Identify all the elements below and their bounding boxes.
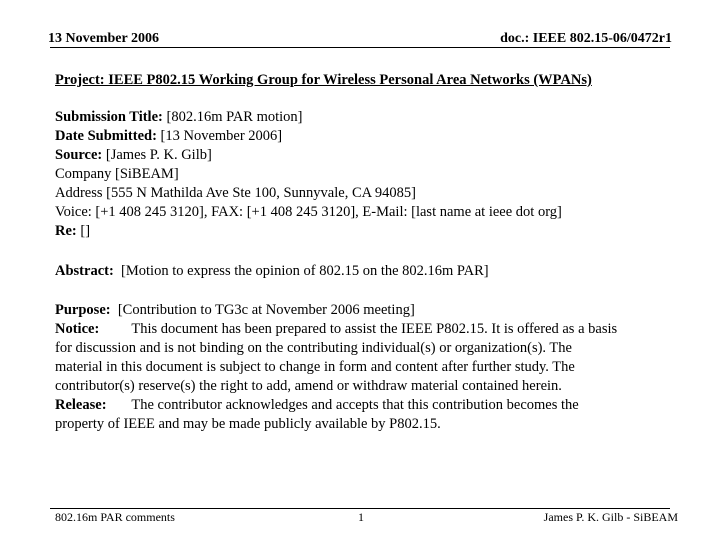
header-doc-id: doc.: IEEE 802.15-06/0472r1 [500,31,672,46]
project-title: Project: IEEE P802.15 Working Group for Wireless Personal Area Networks (WPANs) [55,72,592,88]
footer-right: James P. K. Gilb - SiBEAM [543,510,678,524]
abstract-label: Abstract: [55,263,114,279]
submission-title-label: Submission Title: [55,109,163,125]
notice-line-3: material in this document is subject to change in form and content after further study. The [55,359,575,375]
footer-page-number: 1 [358,510,364,524]
submission-title-line [55,108,675,127]
notice-line-1 [55,320,675,339]
source-line [55,146,675,165]
header-rule [50,47,670,48]
abstract-line [55,262,675,281]
notice-line-2: for discussion and is not binding on the contributing individual(s) or organization(s). The [55,340,572,356]
footer-rule [50,508,670,509]
release-line-1 [55,396,675,415]
notice-line-4: contributor(s) reserve(s) the right to add, amend or withdraw material contained herein. [55,378,562,394]
submission-title-value: [802.16m PAR motion] [166,109,303,125]
header-date: 13 November 2006 [48,31,159,46]
source-value: [James P. K. Gilb] [105,147,212,163]
date-submitted-line [55,127,675,146]
source-label: Source: [55,147,103,163]
date-submitted-label: Date Submitted: [55,128,157,144]
release-line-2: property of IEEE and may be made publicly available by P802.15. [55,416,441,432]
submission-fields [55,108,675,241]
re-label: Re: [55,223,77,239]
re-value: [] [80,223,91,239]
notice-text-1: This document has been prepared to assist the IEEE P802.15. It is offered as a basis [131,321,618,337]
voice-line: Voice: [+1 408 245 3120], FAX: [+1 408 245 3120], E-Mail: [last name at ieee dot org] [55,204,562,220]
date-submitted-value: [13 November 2006] [160,128,283,144]
release-text-1: The contributor acknowledges and accepts that this contribution becomes the [131,397,579,413]
footer-left: 802.16m PAR comments [55,510,175,524]
purpose-line [55,301,675,320]
notice-label: Notice: [55,321,100,337]
notice-block [55,301,675,434]
release-label: Release: [55,397,107,413]
address-line: Address [555 N Mathilda Ave Ste 100, Sunnyvale, CA 94085] [55,185,416,201]
purpose-label: Purpose: [55,302,111,318]
abstract-value: [Motion to express the opinion of 802.15 on the 802.16m PAR] [121,263,489,279]
purpose-value: [Contribution to TG3c at November 2006 meeting] [117,302,415,318]
company-line: Company [SiBEAM] [55,166,179,182]
re-line [55,222,675,241]
